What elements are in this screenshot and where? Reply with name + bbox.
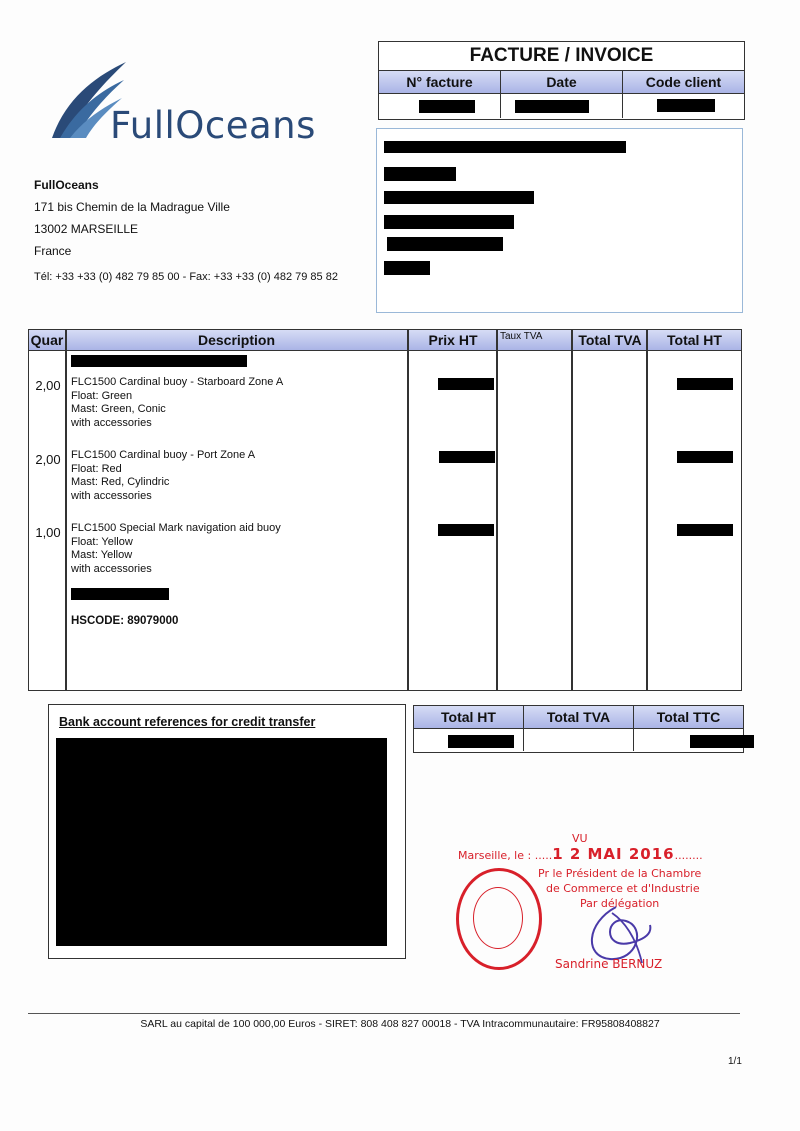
item-detail: Mast: Green, Conic [71, 403, 166, 415]
item-detail: Float: Red [71, 462, 122, 475]
redaction-bar [515, 100, 589, 113]
column-divider [407, 330, 409, 690]
invoice-date-value [501, 94, 623, 118]
stamp-signer: Sandrine BERNUZ [555, 957, 663, 971]
invoice-title: FACTURE / INVOICE [379, 42, 744, 71]
company-street: 171 bis Chemin de la Madrague Ville [34, 200, 230, 214]
stamp-place [458, 845, 703, 863]
redaction-bar [384, 191, 534, 204]
redaction-bar [657, 99, 715, 112]
page-number: 1/1 [728, 1056, 742, 1067]
invoice-header-columns [379, 71, 744, 94]
chamber-seal-icon [456, 868, 542, 970]
logo-wordmark: FullOceans [110, 104, 316, 147]
total-vat-header: Total TVA [578, 332, 642, 348]
column-divider [571, 330, 573, 690]
redaction-bar [438, 524, 494, 536]
redaction-bar [677, 524, 733, 536]
items-table-header [29, 330, 741, 351]
invoice-header-values [379, 94, 744, 118]
unit-price-header: Prix HT [428, 332, 478, 348]
redaction-bar [384, 141, 626, 153]
total-ht-header: Total HT [667, 332, 722, 348]
client-address-box [376, 128, 743, 313]
redaction-bar [690, 735, 754, 748]
redaction-bar [439, 451, 495, 463]
redaction-bar [677, 378, 733, 390]
item-description [71, 376, 283, 430]
item-detail: Float: Green [71, 389, 133, 402]
redaction-bar [419, 100, 475, 113]
company-phone: Tél: +33 +33 (0) 482 79 85 00 - Fax: +33 +33 (0) 482 79 85 82 [34, 271, 338, 283]
redaction-block [56, 738, 387, 946]
company-city: 13002 MARSEILLE [34, 222, 139, 236]
redaction-bar [677, 451, 733, 463]
redaction-bar [71, 588, 169, 600]
redaction-bar [71, 355, 247, 367]
qty-header: Quar [30, 332, 64, 348]
items-table [28, 329, 742, 691]
vat-rate-header: Taux TVA [500, 331, 543, 342]
item-detail: with accessories [71, 562, 152, 575]
redaction-bar [448, 735, 514, 748]
company-name: FullOceans [34, 178, 99, 192]
total-ht-label: Total HT [414, 706, 524, 728]
total-ht-value [414, 729, 524, 751]
invoice-number-header: N° facture [379, 71, 501, 93]
total-tva-label: Total TVA [524, 706, 634, 728]
column-divider [646, 330, 648, 690]
invoice-number-value [379, 94, 501, 118]
totals-header [414, 706, 743, 729]
company-country: France [34, 244, 72, 258]
client-code-header: Code client [645, 74, 722, 90]
description-header: Description [197, 332, 275, 348]
item-title: FLC1500 Cardinal buoy - Port Zone A [71, 449, 256, 461]
item-detail: with accessories [71, 489, 152, 502]
footer-divider [28, 1013, 740, 1014]
redaction-bar [387, 237, 503, 251]
client-code-value [623, 94, 744, 118]
redaction-bar [384, 261, 430, 275]
item-detail: Mast: Yellow [71, 549, 133, 561]
stamp-vu: VU [572, 832, 588, 845]
stamp-dots: ........ [674, 849, 703, 862]
redaction-bar [384, 215, 514, 229]
redaction-bar [438, 378, 494, 390]
item-title: FLC1500 Special Mark navigation aid buoy [71, 522, 281, 534]
item-qty: 2,00 [35, 452, 61, 467]
total-ttc-value [634, 729, 743, 751]
item-detail: Mast: Red, Cylindric [71, 476, 170, 488]
stamp-date: 1 2 MAI 2016 [552, 845, 675, 863]
total-ttc-label: Total TTC [656, 709, 721, 725]
bank-account-box [48, 704, 406, 959]
item-description [71, 522, 281, 576]
item-qty: 1,00 [35, 525, 61, 540]
invoice-date-header: Date [501, 71, 623, 93]
totals-values [414, 729, 743, 751]
item-description [71, 449, 255, 503]
stamp-place-label: Marseille, le : ..... [458, 849, 553, 862]
totals-box [413, 705, 744, 753]
item-detail: with accessories [71, 416, 152, 429]
redaction-bar [384, 167, 456, 181]
legal-footer: SARL au capital de 100 000,00 Euros - SIRET: 808 408 827 00018 - TVA Intracommunautaire: FR95808408827 [140, 1018, 660, 1030]
total-tva-value [524, 729, 634, 751]
invoice-header-box [378, 41, 745, 120]
stamp-line: Pr le Président de la Chambre [538, 867, 702, 880]
item-title: FLC1500 Cardinal buoy - Starboard Zone A [71, 376, 284, 388]
column-divider [65, 330, 67, 690]
stamp-line: Par délégation [580, 897, 660, 910]
item-qty: 2,00 [35, 378, 61, 393]
stamp-line: de Commerce et d'Industrie [546, 882, 700, 895]
company-address [34, 174, 338, 288]
item-detail: Float: Yellow [71, 535, 133, 548]
hscode-label: HSCODE: 89079000 [71, 615, 179, 627]
bank-account-title: Bank account references for credit transfer [59, 715, 316, 729]
column-divider [496, 330, 498, 690]
